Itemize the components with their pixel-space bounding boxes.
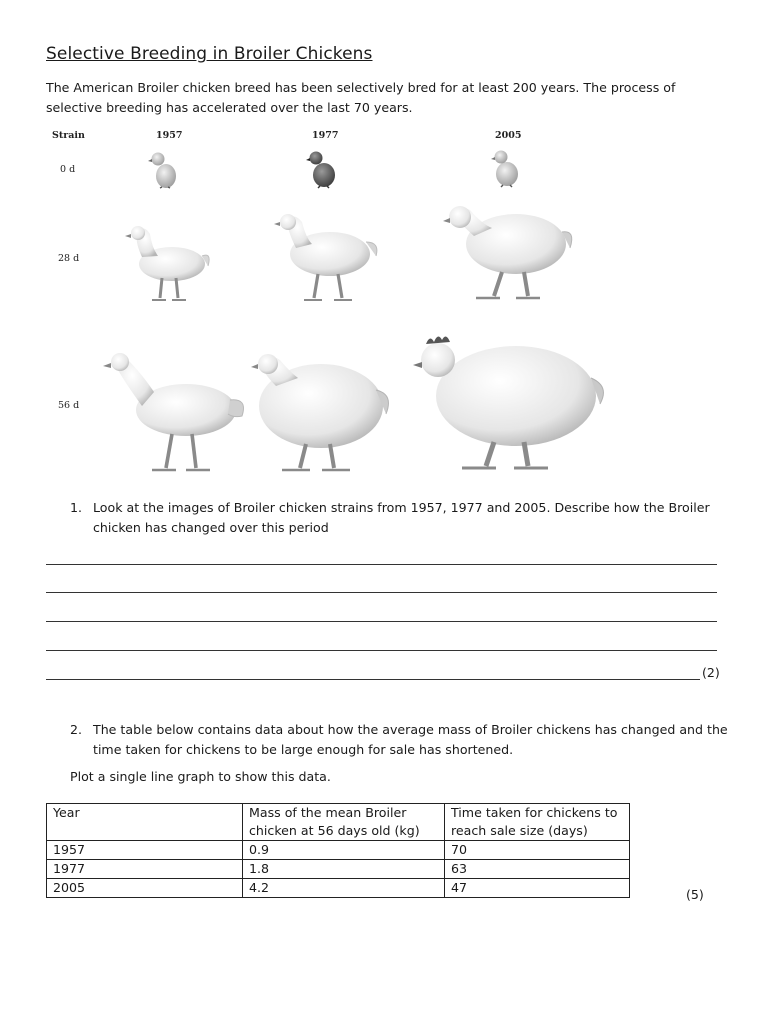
question-2-number: 2. [70, 722, 83, 737]
chicken-1957-28d [125, 226, 209, 300]
header-time: Time taken for chickens to reach sale size (days) [445, 804, 630, 841]
chicken-strains-figure [46, 124, 626, 484]
chicken-1957-56d [103, 353, 244, 470]
question-1-marks: (2) [702, 665, 720, 680]
header-mass: Mass of the mean Broiler chicken at 56 days old (kg) [243, 804, 445, 841]
answer-line[interactable] [46, 564, 717, 565]
chicken-illustrations [46, 124, 626, 484]
strain-label: Strain [52, 130, 85, 141]
table-row [47, 860, 630, 879]
answer-line[interactable] [46, 621, 717, 622]
table-row [47, 879, 630, 898]
table-header-row [47, 804, 630, 841]
chick-1957-0d [148, 153, 176, 189]
age-label-28d: 28 d [58, 253, 80, 264]
year-label-1957: 1957 [156, 130, 183, 141]
cell-year: 1957 [47, 841, 243, 860]
question-1-number: 1. [70, 500, 83, 515]
chicken-1977-28d [274, 214, 377, 300]
cell-mass: 1.8 [243, 860, 445, 879]
chicken-2005-28d [443, 206, 572, 298]
breeding-data-table [46, 803, 630, 898]
question-1-text-line1: Look at the images of Broiler chicken strains from 1957, 1977 and 2005. Describe how the Broiler [93, 500, 710, 515]
chick-2005-0d [491, 151, 518, 188]
chick-1977-0d [306, 152, 335, 189]
chicken-1977-56d [251, 354, 388, 470]
age-label-0d: 0 d [60, 164, 76, 175]
chicken-2005-56d [413, 336, 603, 468]
header-year: Year [47, 804, 243, 841]
intro-paragraph: The American Broiler chicken breed has been selectively bred for at least 200 years. The process of selective breeding has accelerated over the last 70 years. [46, 80, 676, 115]
answer-line[interactable] [46, 679, 700, 680]
question-1-text-line2: chicken has changed over this period [93, 520, 329, 535]
question-2-text-line2: time taken for chickens to be large enough for sale has shortened. [93, 742, 514, 757]
answer-line[interactable] [46, 650, 717, 651]
cell-time: 47 [445, 879, 630, 898]
cell-time: 63 [445, 860, 630, 879]
plot-instruction: Plot a single line graph to show this data. [70, 769, 331, 784]
question-2-marks: (5) [686, 887, 704, 902]
answer-line[interactable] [46, 592, 717, 593]
table-row [47, 841, 630, 860]
cell-year: 1977 [47, 860, 243, 879]
age-label-56d: 56 d [58, 400, 80, 411]
worksheet-title: Selective Breeding in Broiler Chickens [46, 44, 373, 64]
year-label-1977: 1977 [312, 130, 339, 141]
cell-year: 2005 [47, 879, 243, 898]
cell-mass: 0.9 [243, 841, 445, 860]
cell-time: 70 [445, 841, 630, 860]
question-2-text-line1: The table below contains data about how the average mass of Broiler chickens has changed and the [93, 722, 728, 737]
cell-mass: 4.2 [243, 879, 445, 898]
year-label-2005: 2005 [495, 130, 522, 141]
